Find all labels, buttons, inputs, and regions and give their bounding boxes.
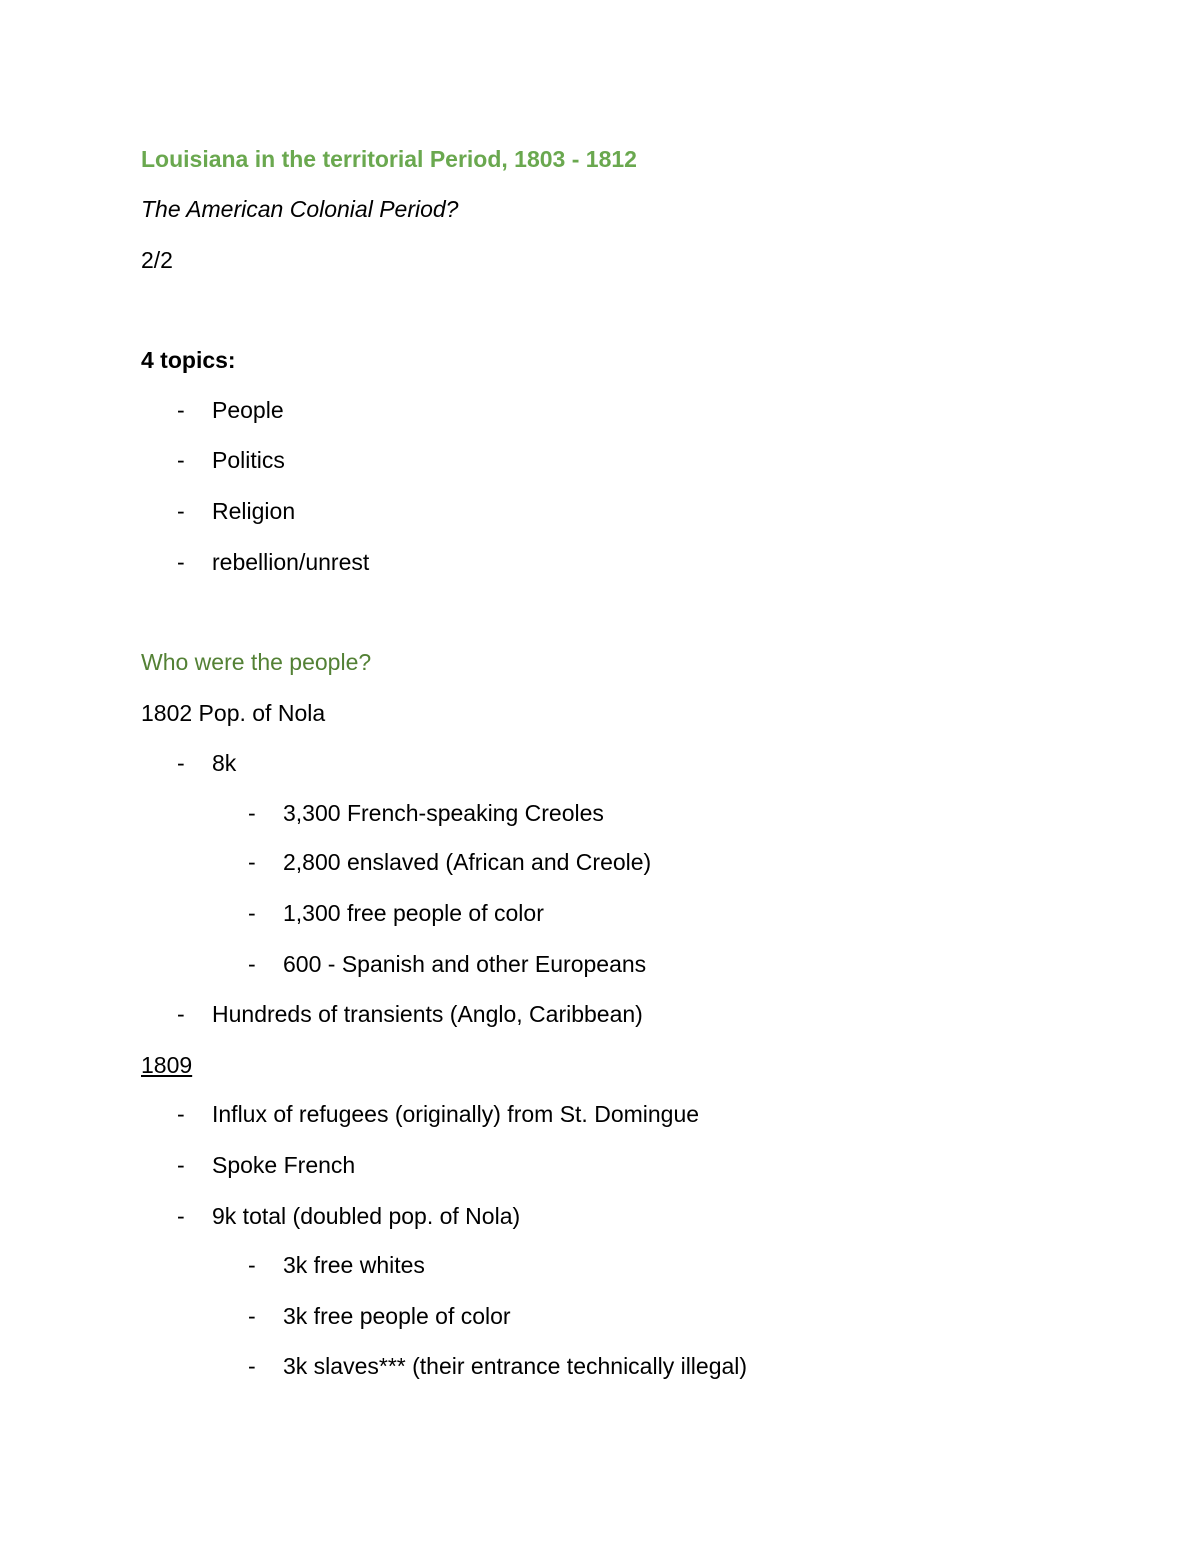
bullet-dash: - xyxy=(177,1203,185,1229)
bullet-dash: - xyxy=(248,951,256,977)
breakdown-item: 600 - Spanish and other Europeans xyxy=(283,951,647,977)
breakdown-1809-item: 3k free people of color xyxy=(283,1303,511,1329)
bullet-dash: - xyxy=(177,1101,185,1127)
pop-total: 8k xyxy=(212,750,237,776)
breakdown-item: 2,800 enslaved (African and Creole) xyxy=(283,849,652,875)
people-heading: Who were the people? xyxy=(141,649,372,675)
bullet-dash: - xyxy=(177,498,185,524)
topic-item: People xyxy=(212,397,284,423)
bullet-dash: - xyxy=(248,1252,256,1278)
breakdown-item: 1,300 free people of color xyxy=(283,900,544,926)
document-subtitle: The American Colonial Period? xyxy=(141,196,459,222)
bullet-dash: - xyxy=(177,397,185,423)
bullet-dash: - xyxy=(248,849,256,875)
bullet-dash: - xyxy=(248,800,256,826)
bullet-dash: - xyxy=(177,1152,185,1178)
document-title: Louisiana in the territorial Period, 1803 - 1812 xyxy=(141,146,637,172)
breakdown-1809-item: 3k slaves*** (their entrance technically illegal) xyxy=(283,1353,748,1379)
bullet-dash: - xyxy=(177,750,185,776)
topic-item: rebellion/unrest xyxy=(212,549,370,575)
bullet-dash: - xyxy=(248,1353,256,1379)
item-1809: Influx of refugees (originally) from St. Domingue xyxy=(212,1101,700,1127)
topic-item: Religion xyxy=(212,498,296,524)
topics-heading: 4 topics: xyxy=(141,347,236,373)
transients-item: Hundreds of transients (Anglo, Caribbean) xyxy=(212,1001,643,1027)
date-label: 2/2 xyxy=(141,247,173,273)
bullet-dash: - xyxy=(248,900,256,926)
bullet-dash: - xyxy=(177,447,185,473)
year-1809-label: 1809 xyxy=(141,1052,193,1078)
breakdown-1809-item: 3k free whites xyxy=(283,1252,425,1278)
item-1809: 9k total (doubled pop. of Nola) xyxy=(212,1203,521,1229)
pop-1802-label: 1802 Pop. of Nola xyxy=(141,700,326,726)
bullet-dash: - xyxy=(177,549,185,575)
item-1809: Spoke French xyxy=(212,1152,356,1178)
topic-item: Politics xyxy=(212,447,285,473)
bullet-dash: - xyxy=(177,1001,185,1027)
breakdown-item: 3,300 French-speaking Creoles xyxy=(283,800,604,826)
bullet-dash: - xyxy=(248,1303,256,1329)
